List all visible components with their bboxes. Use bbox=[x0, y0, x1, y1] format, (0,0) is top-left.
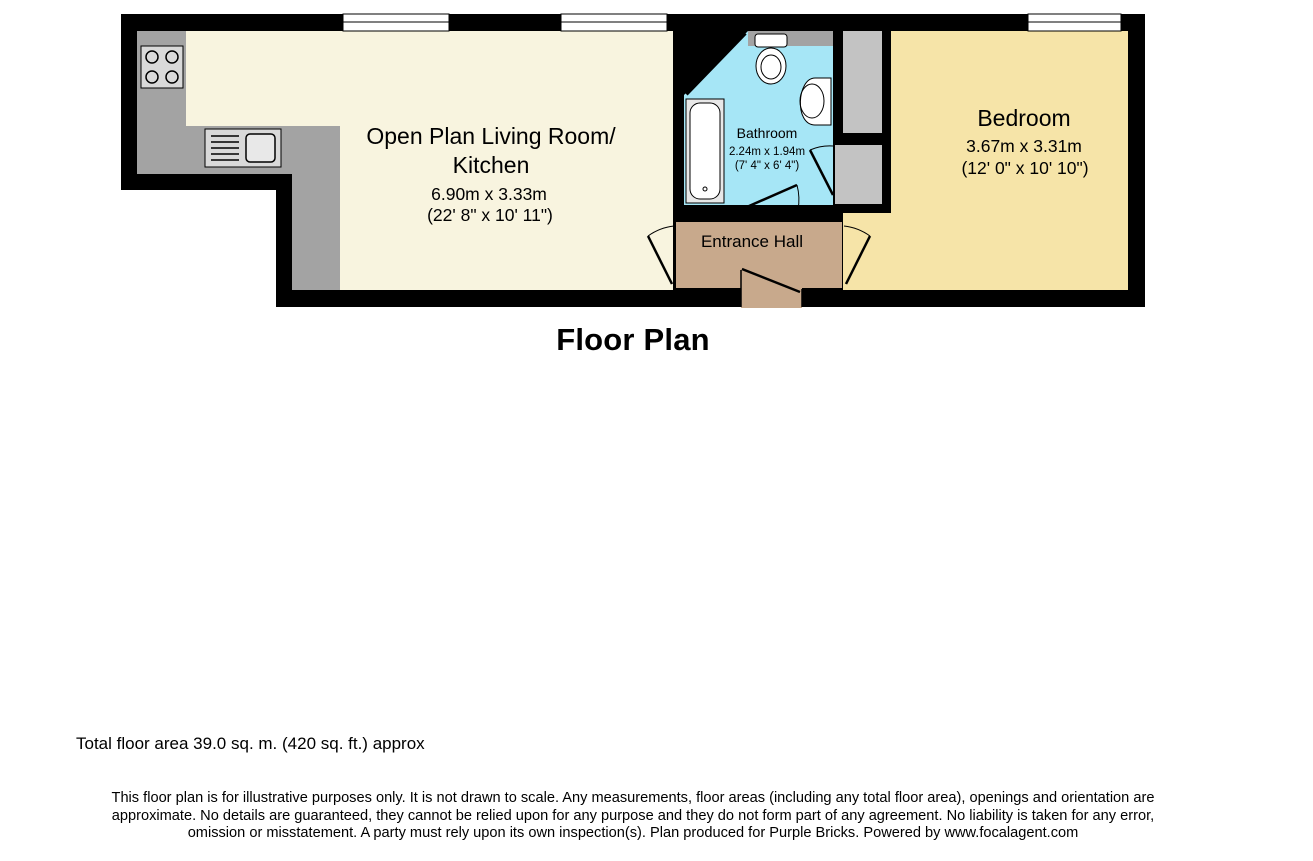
living-room-name-line2: Kitchen bbox=[452, 152, 530, 178]
window-icon bbox=[1028, 14, 1121, 31]
cupboard-lower bbox=[835, 145, 882, 204]
bedroom-imperial: (12' 0" x 10' 10") bbox=[961, 158, 1089, 178]
wall-bath-left bbox=[673, 31, 684, 222]
living-room-metric: 6.90m x 3.33m bbox=[431, 184, 547, 204]
wall-hall-top bbox=[676, 205, 738, 215]
bathroom-metric: 2.24m x 1.94m bbox=[728, 146, 806, 158]
page-title: Floor Plan bbox=[556, 322, 710, 357]
entrance-hall-name: Entrance Hall bbox=[700, 232, 804, 251]
bath-tub-icon bbox=[686, 99, 724, 203]
cupboard-upper bbox=[843, 31, 882, 133]
disclaimer-line: omission or misstatement. A party must rely upon its own inspection(s). Plan produced for Purple Bricks. Powered by www.focalagent.com bbox=[187, 825, 1079, 841]
disclaimer bbox=[60, 790, 1206, 843]
wall-bed-bottom bbox=[835, 204, 891, 213]
disclaimer-line: approximate. No details are guaranteed, they cannot be relied upon for any purpose and they do not form part of any agreement. No liability is taken for any error, bbox=[111, 807, 1155, 824]
window-icon bbox=[561, 14, 667, 31]
bathroom-name: Bathroom bbox=[736, 125, 798, 141]
floor-plan-diagram bbox=[0, 0, 1313, 330]
living-room-name: Open Plan Living Room/ bbox=[366, 123, 616, 149]
bedroom-name: Bedroom bbox=[977, 105, 1071, 131]
sink-icon bbox=[205, 129, 281, 167]
bedroom-metric: 3.67m x 3.31m bbox=[966, 136, 1082, 156]
hob-icon bbox=[141, 46, 183, 88]
wall-bed-left bbox=[882, 31, 891, 213]
total-floor-area: Total floor area 39.0 sq. m. (420 sq. ft.) approx bbox=[76, 734, 425, 753]
bathroom-imperial: (7' 4" x 6' 4") bbox=[734, 160, 800, 172]
wash-basin-icon bbox=[800, 78, 831, 125]
toilet-icon bbox=[755, 34, 787, 84]
window-icon bbox=[343, 14, 449, 31]
disclaimer-line: This floor plan is for illustrative purposes only. It is not drawn to scale. Any measurements, floor areas (including any total floor area), openings and orientation are bbox=[111, 790, 1155, 806]
front-door-opening bbox=[741, 288, 802, 308]
living-room-imperial: (22' 8" x 10' 11") bbox=[427, 205, 553, 225]
